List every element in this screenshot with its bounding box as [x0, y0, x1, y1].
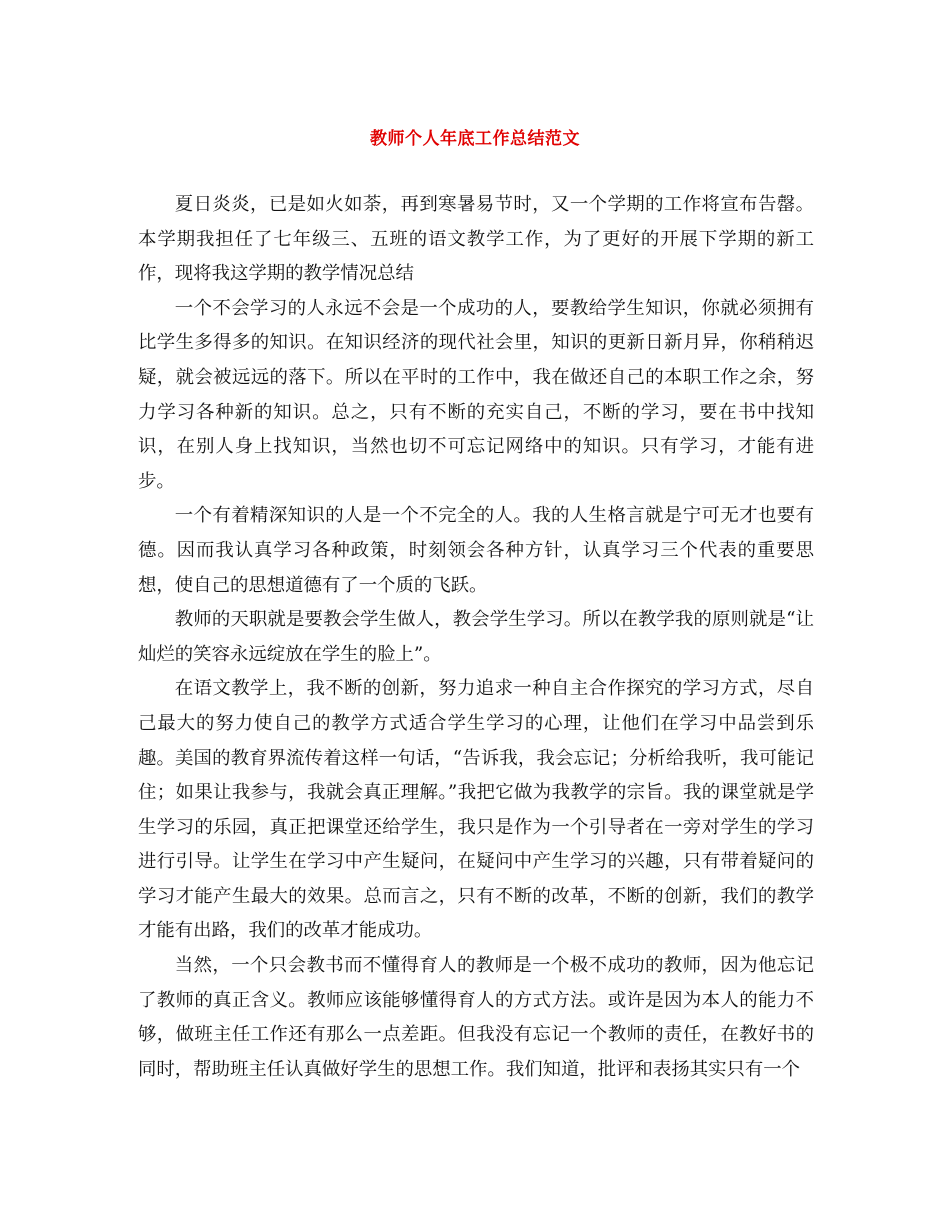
- paragraph-2: 一个不会学习的人永远不会是一个成功的人，要教给学生知识，你就必须拥有比学生多得多的知识。在知识经济的现代社会里，知识的更新日新月异，你稍稍迟疑，就会被远远的落下。所以在平时的工作中，我在做还自己的本职工作之余，努力学习各种新的知识。总之，只有不断的充实自己，不断的学习，要在书中找知识，在别人身上找知识，当然也切不可忘记网络中的知识。只有学习，才能有进步。: [138, 297, 814, 492]
- paragraph-1: 夏日炎炎，已是如火如荼，再到寒暑易节时，又一个学期的工作将宣布告罄。本学期我担任了七年级三、五班的语文教学工作，为了更好的开展下学期的新工作，现将我这学期的教学情况总结: [138, 194, 814, 285]
- paragraph-5: 在语文教学上，我不断的创新，努力追求一种自主合作探究的学习方式，尽自己最大的努力使自己的教学方式适合学生学习的心理，让他们在学习中品尝到乐趣。美国的教育界流传着这样一句话，“告诉我，我会忘记；分析给我听，我可能记住；如果让我参与，我就会真正理解。”我把它做为我教学的宗旨。我的课堂就是学生学习的乐园，真正把课堂还给学生，我只是作为一个引导者在一旁对学生的学习进行引导。让学生在学习中产生疑问，在疑问中产生学习的兴趣，只有带着疑问的学习才能产生最大的效果。总而言之，只有不断的改革，不断的创新，我们的教学才能有出路，我们的改革才能成功。: [138, 678, 814, 942]
- paragraph-6: 当然，一个只会教书而不懂得育人的教师是一个极不成功的教师，因为他忘记了教师的真正含义。教师应该能够懂得育人的方式方法。或许是因为本人的能力不够，做班主任工作还有那么一点差距。但我没有忘记一个教师的责任，在教好书的同时，帮助班主任认真做好学生的思想工作。我们知道，批评和表扬其实只有一个: [138, 955, 814, 1080]
- document-title: 教师个人年底工作总结范文: [370, 129, 580, 149]
- paragraph-3: 一个有着精深知识的人是一个不完全的人。我的人生格言就是宁可无才也要有德。因而我认真学习各种政策，时刻领会各种方针，认真学习三个代表的重要思想，使自己的思想道德有了一个质的飞跃。: [138, 505, 814, 596]
- paragraph-4: 教师的天职就是要教会学生做人，教会学生学习。所以在教学我的原则就是“让灿烂的笑容永远绽放在学生的脸上”。: [138, 609, 814, 665]
- document-body: [138, 188, 814, 1087]
